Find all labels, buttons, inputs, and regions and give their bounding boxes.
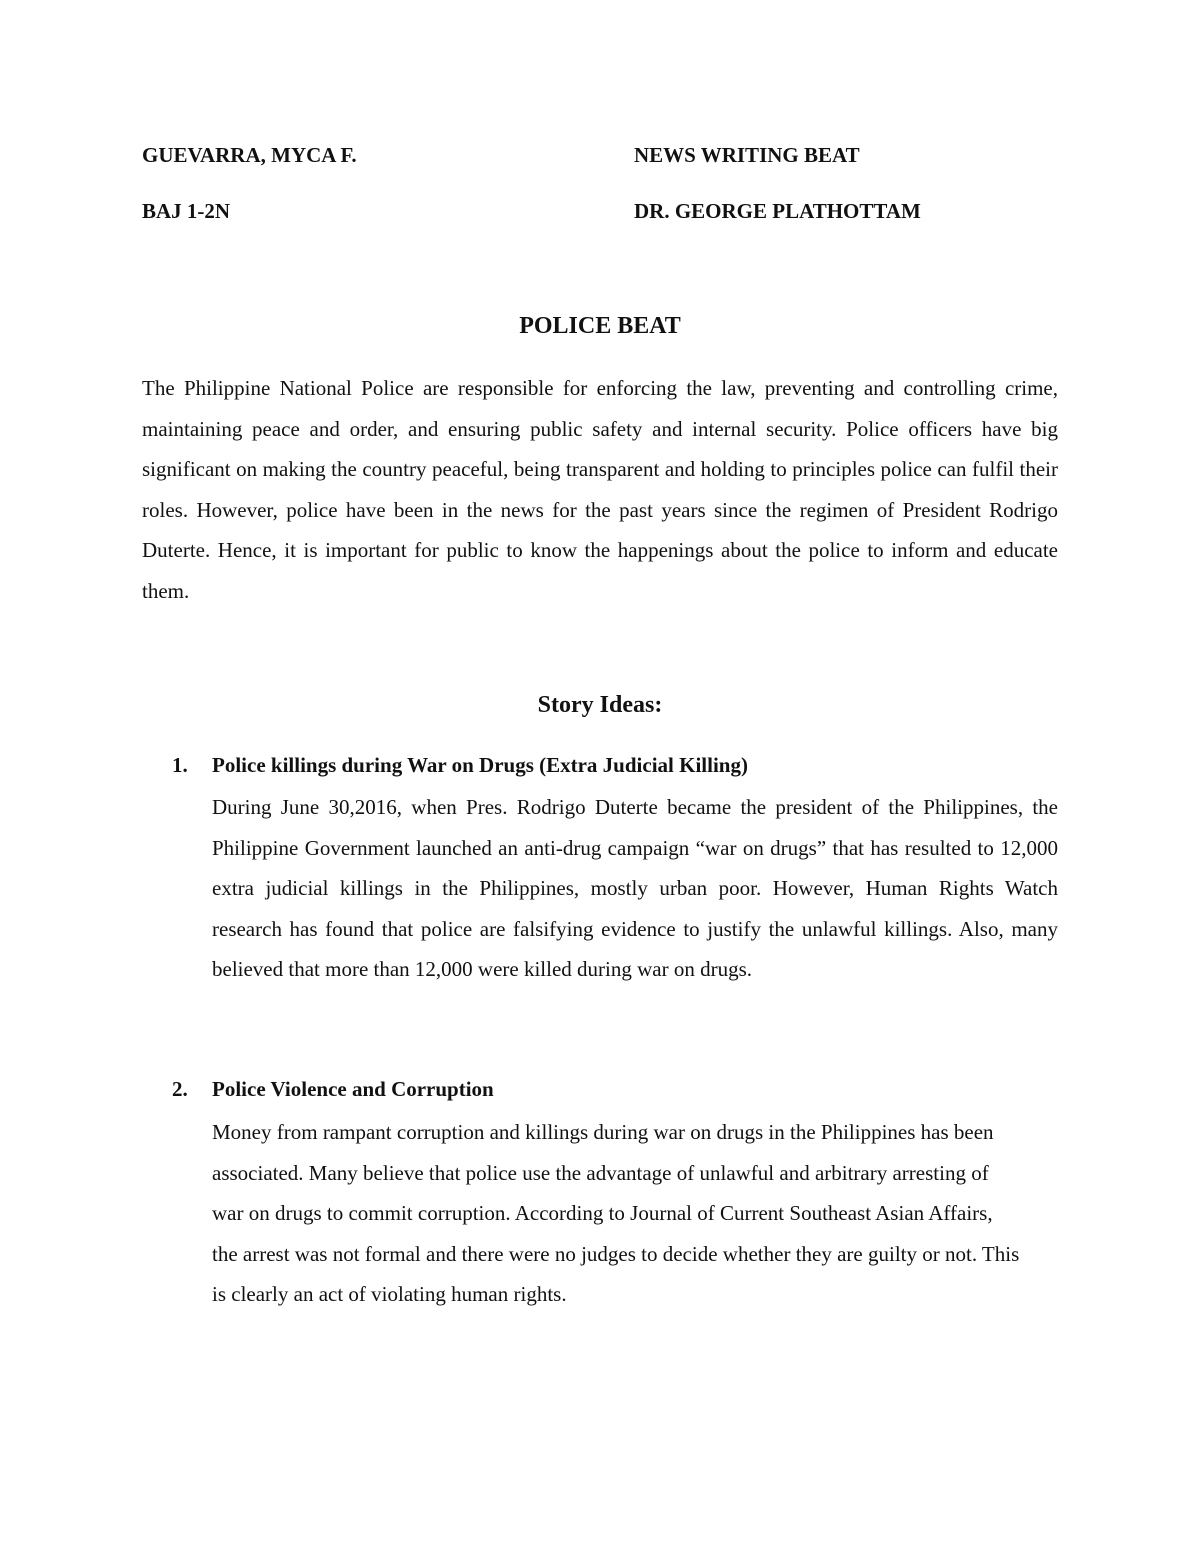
course-name: NEWS WRITING BEAT (634, 143, 860, 167)
document-title: POLICE BEAT (519, 313, 681, 339)
story-item-body: During June 30,2016, when Pres. Rodrigo Duterte became the president of the Philippines, the Philippine Government launched an anti-drug campaign “war on drugs” that has resulted to 12,000 extra judicial killings in the Philippines, mostly urban poor. However, Human Rights Watch research has found that police are falsifying evidence to justify the unlawful killings. Also, many believed that more than 12,000 were killed during war on drugs. (212, 795, 1058, 982)
professor-name: DR. GEORGE PLATHOTTAM (634, 199, 921, 223)
intro-paragraph: The Philippine National Police are responsible for enforcing the law, preventing and controlling crime, maintaining peace and order, and ensuring public safety and internal security. Police officers have big significant on making the country peaceful, being transparent and holding to principles police can fulfil their roles. However, police have been in the news for the past years since the regimen of President Rodrigo Duterte. Hence, it is important for public to know the happenings about the police to inform and educate them. (142, 376, 1058, 603)
story-item-number: 1. (172, 753, 188, 777)
story-item-title: Police Violence and Corruption (212, 1077, 494, 1101)
section-code: BAJ 1-2N (142, 199, 231, 223)
story-ideas-heading: Story Ideas: (537, 692, 663, 718)
story-item-number: 2. (172, 1077, 188, 1101)
story-item-title: Police killings during War on Drugs (Extra Judicial Killing) (212, 753, 748, 777)
student-name: GUEVARRA, MYCA F. (142, 143, 357, 167)
story-item-body: Money from rampant corruption and killings during war on drugs in the Philippines has been associated. Many believe that police use the advantage of unlawful and arbitrary arresting of war on drugs to commit corruption. According to Journal of Current Southeast Asian Affairs, the arrest was not formal and there were no judges to decide whether they are guilty or not. This is clearly an act of violating human rights. (212, 1120, 1020, 1307)
